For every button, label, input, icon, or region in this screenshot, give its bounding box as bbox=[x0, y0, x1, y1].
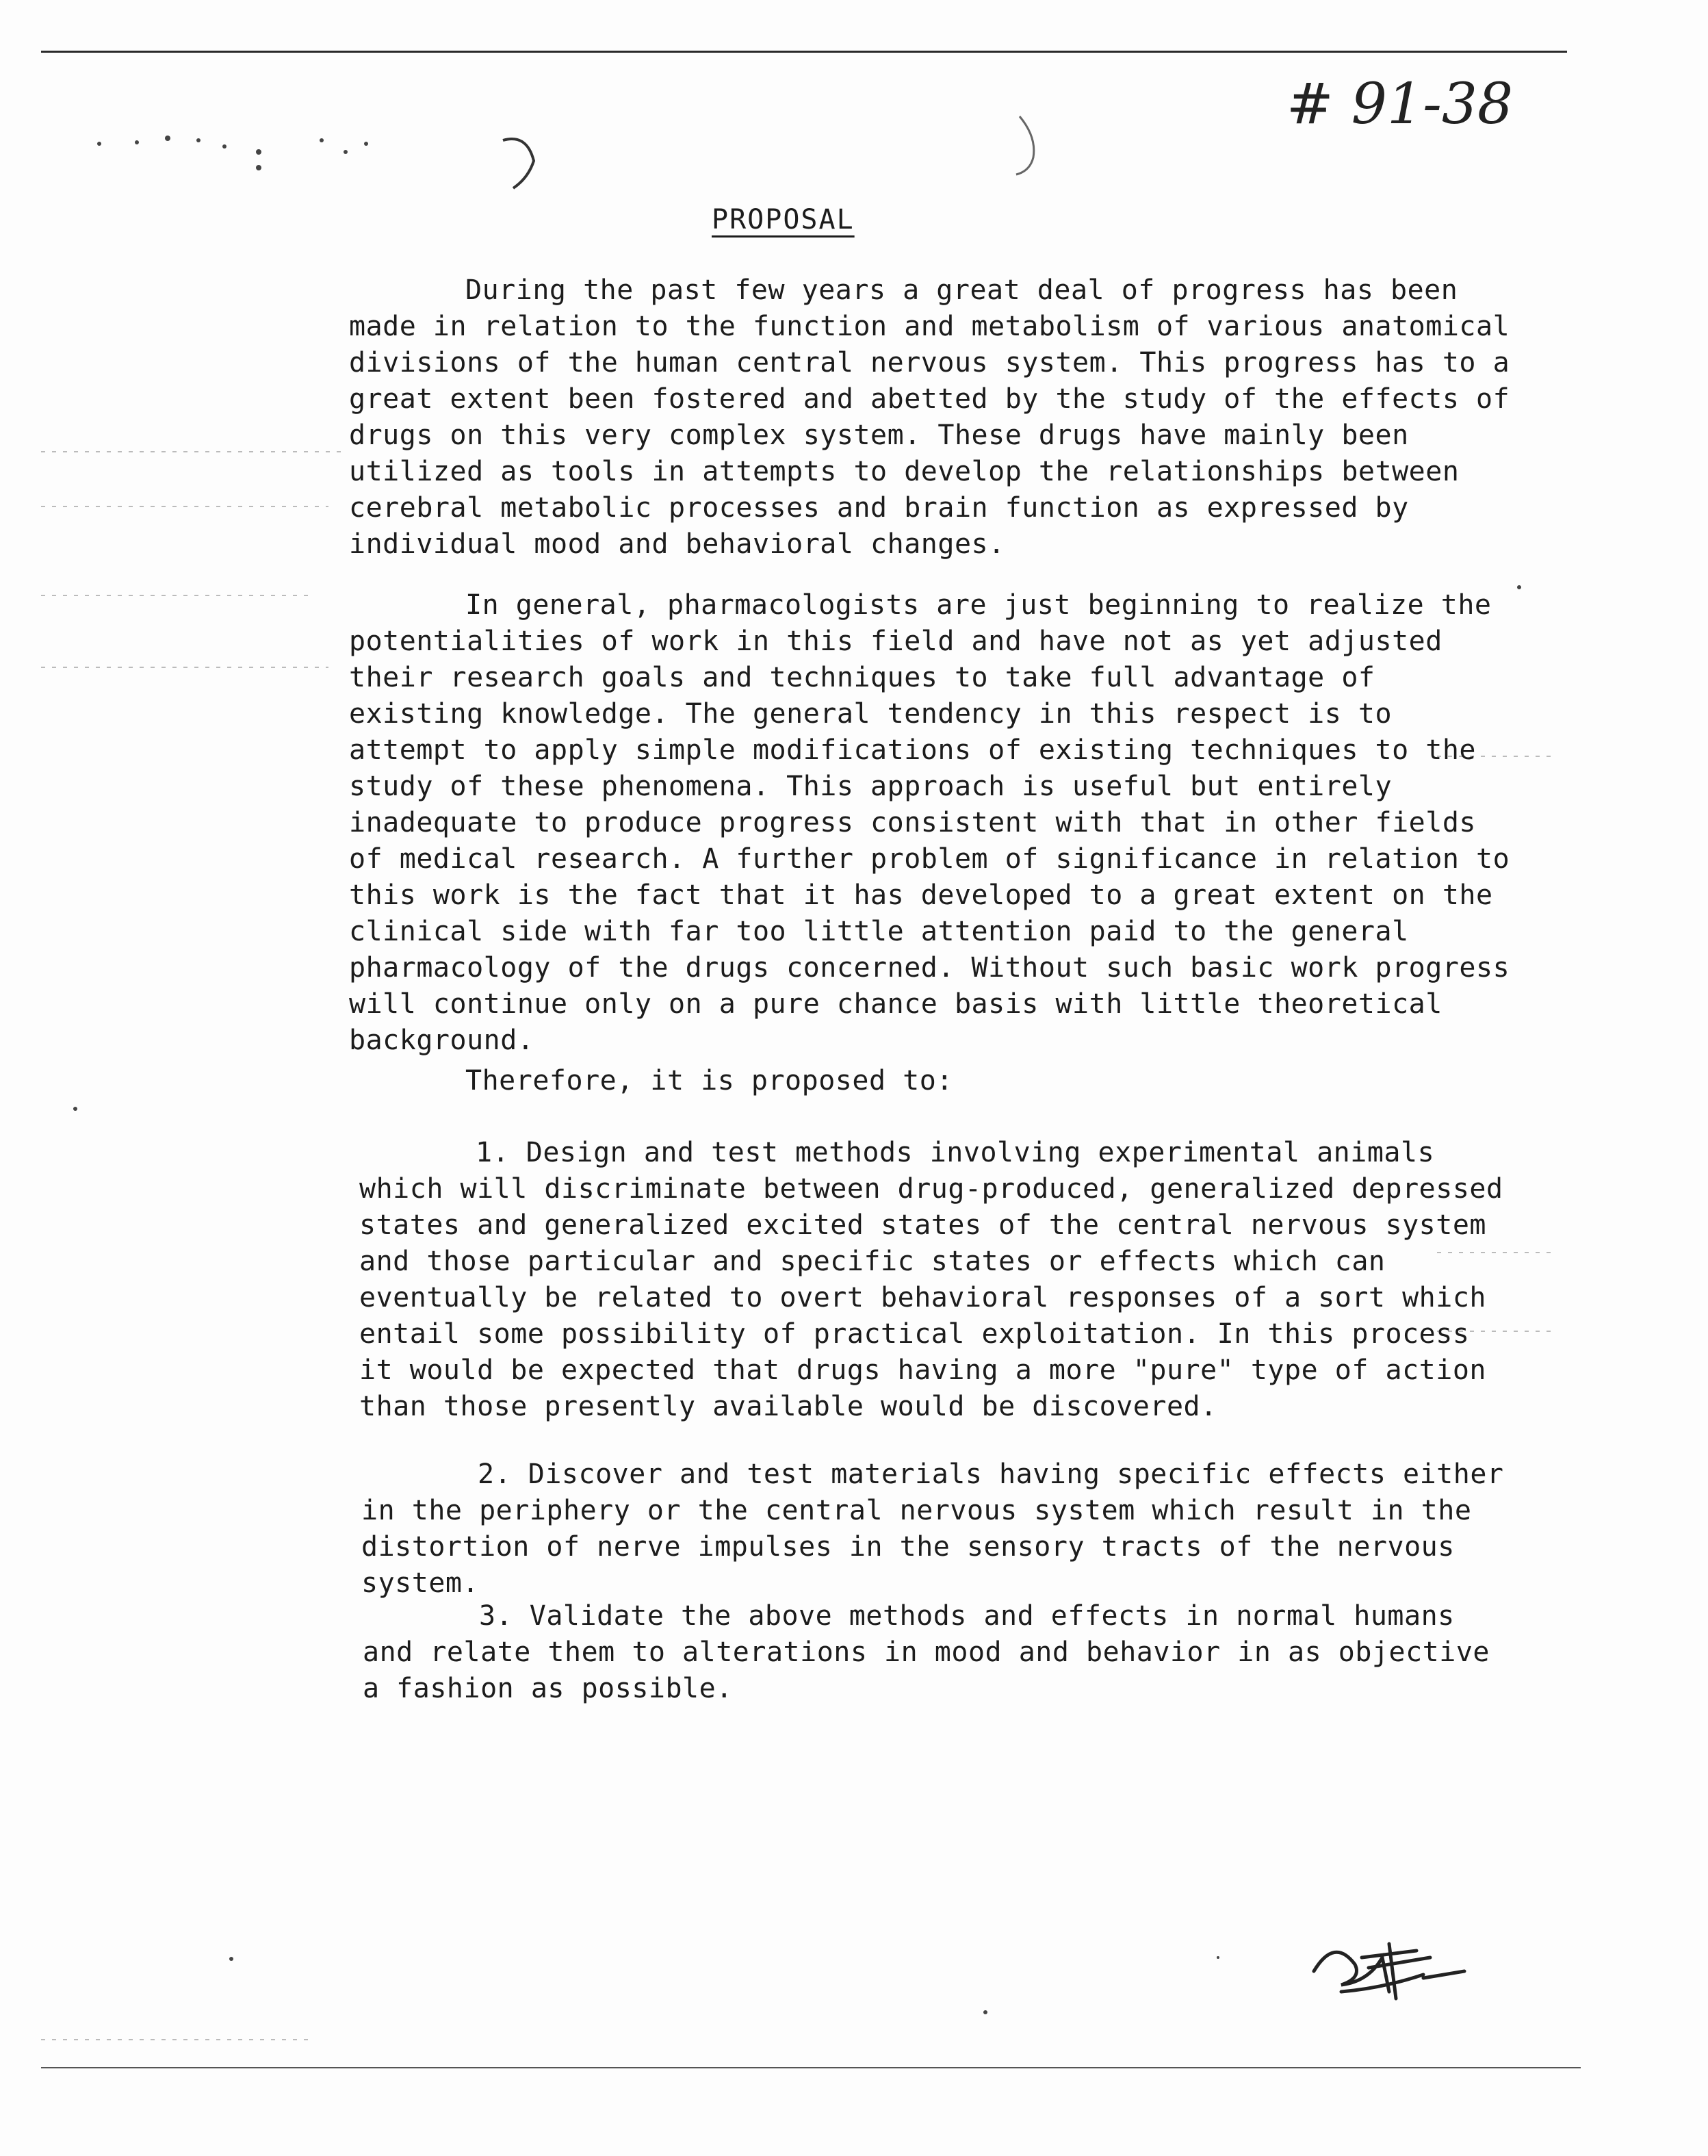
paragraph-pharmacologists bbox=[349, 587, 1512, 1059]
paragraph-progress bbox=[349, 272, 1512, 563]
proposal-intro bbox=[349, 1063, 1512, 1099]
handwritten-signature-initials bbox=[1300, 1930, 1492, 2005]
list-item-2-text: 2. Discover and test materials having specific effects either in the periphery or the central nervous system which result in the distortion of nerve impulses in the sensory tracts of the nervous system. bbox=[361, 1459, 1504, 1599]
list-item bbox=[361, 1456, 1518, 1602]
paragraph-2-text: In general, pharmacologists are just beginning to realize the potentialities of work in this field and have not as yet adjusted their research goals and techniques to take full advantage of existing knowledge. The general tendency in this respect is to attempt to apply simple modifications of existing techniques to the study of these phenomena. This approach is useful but entirely inadequate to produce progress consistent with that in other fields of medical research. A further problem of significance in relation to this work is the fact that it has developed to a great extent on the clinical side with far too little attention paid to the general pharmacology of the drugs concerned. Without such basic work progress will continue only on a pure chance basis with little theoretical background. bbox=[349, 589, 1510, 1056]
document-title: PROPOSAL bbox=[712, 204, 855, 235]
list-item bbox=[359, 1135, 1516, 1425]
list-item-3-text: 3. Validate the above methods and effects in normal humans and relate them to alterations in mood and behavior in as objective a fashion as possible. bbox=[363, 1600, 1490, 1704]
list-item bbox=[363, 1598, 1519, 1707]
svg-text:# 91-38: # 91-38 bbox=[1286, 72, 1514, 137]
bottom-border-line bbox=[41, 2067, 1581, 2068]
handwritten-document-number bbox=[1286, 68, 1533, 144]
proposal-intro-text: Therefore, it is proposed to: bbox=[465, 1065, 953, 1096]
list-item-1-text: 1. Design and test methods involving experimental animals which will discriminate between drug-produced, generalized depressed states and generalized excited states of the central nervous system and those particular and specific states or effects which can eventually be related to overt behavioral responses of a sort which entail some possibility of practical exploitation. In this process it would be expected that drugs having a more "pure" type of action than those presently available would be discovered. bbox=[359, 1137, 1503, 1422]
paragraph-1-text: During the past few years a great deal of progress has been made in relation to the function and metabolism of various anatomical divisions of the human central nervous system. This progress has to a great extent been fostered and abetted by the study of the effects of drugs on this very complex system. These drugs have mainly been utilized as tools in attempts to develop the relationships between cerebral metabolic processes and brain function as expressed by individual mood and behavioral changes. bbox=[349, 274, 1510, 560]
top-border-line bbox=[41, 51, 1567, 53]
